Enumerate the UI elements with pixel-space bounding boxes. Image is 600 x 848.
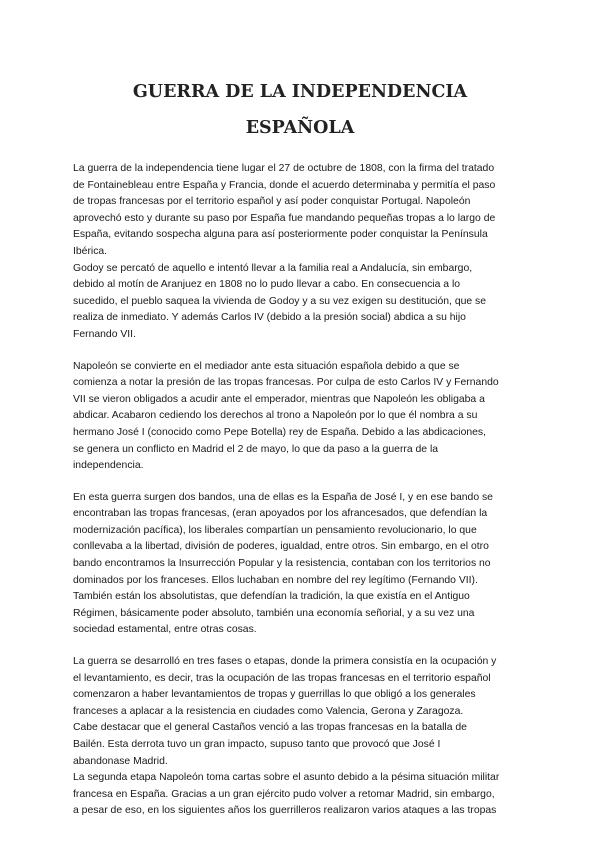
text-line: España, evitando sospecha alguna para así posteriormente poder conquistar la Península [73,229,488,241]
text-line: La guerra se desarrolló en tres fases o etapas, donde la primera consistía en la ocupación y [73,656,497,668]
document-body [73,161,543,820]
text-line: realiza de inmediato. Y además Carlos IV (debido a la presión social) abdica a su hijo [73,312,466,324]
text-line: conllevaba a la libertad, división de poderes, igualdad, entre otros. Sin embargo, en el otro [73,541,489,553]
text-line: a pesar de eso, en los siguientes años los guerrilleros realizaron varios ataques a las tropas [73,805,497,817]
text-line: Cabe destacar que el general Castaños venció a las tropas francesas en la batalla de [73,722,467,734]
text-line: En esta guerra surgen dos bandos, una de ellas es la España de José I, y en ese bando se [73,491,493,503]
text-line: abandonase Madrid. [73,755,168,767]
text-line: sucedido, el pueblo saquea la vivienda de Godoy y a su vez exigen su destitución, que se [73,295,487,307]
text-line: La guerra de la independencia tiene lugar el 27 de octubre de 1808, con la firma del tratado [73,163,495,174]
text-line: bando encontramos la Insurrección Popular y la resistencia, contaban con los territorios no [73,558,491,570]
text-line: el levantamiento, es decir, tras la ocupación de las tropas francesas en el territorio español [73,672,491,684]
text-line: Fernando VII. [73,328,136,340]
title-line: GUERRA DE LA INDEPENDENCIA [132,82,468,102]
paragraph [73,161,543,344]
text-line: hermano José I (conocido como Pepe Botella) rey de España. Debido a las abdicaciones, [73,426,486,438]
text-line: comenzaron a haber levantamientos de tropas y guerrillas lo que obligó a los generales [73,689,476,701]
text-line: de Fontainebleau entre España y Francia, donde el acuerdo determinaba y permitía el paso [73,179,496,191]
text-line: dominados por los franceses. Ellos luchaban en nombre del rey legítimo (Fernando VII). [73,574,478,586]
text-line: Ibérica. [73,245,108,257]
text-line: se genera un conflicto en Madrid el 2 de mayo, lo que da paso a la guerra de la [73,443,439,455]
text-line: Napoleón se convierte en el mediador ante esta situación española debido a que se [73,360,460,372]
text-line: independencia. [73,460,144,472]
text-line: francesa en España. Gracias a un gran ejército pudo volver a retomar Madrid, sin embargo, [73,788,495,800]
paragraph [73,654,543,820]
paragraph [73,490,543,639]
text-line: sociedad estamental, entre otras cosas. [73,624,257,636]
text-line: También están los absolutistas, que defendían la tradición, la que existía en el Antiguo [73,591,470,603]
text-line: Régimen, básicamente poder absoluto, también una economía señorial, y a su vez una [73,607,475,619]
text-line: comienza a notar la presión de las tropas francesas. Por culpa de esto Carlos IV y Fernando [73,377,499,389]
text-line: abdicar. Acabaron cediendo los derechos al trono a Napoleón por lo que él nombra a su [73,410,478,422]
text-line: debido al motín de Aranjuez en 1808 no lo pudo llevar a cabo. En consecuencia a lo [73,279,461,291]
text-line: modernización pacífica), los liberales compartían un pensamiento revolucionario, lo que [73,524,477,536]
text-line: La segunda etapa Napoleón toma cartas sobre el asunto debido a la pésima situación militar [73,772,500,784]
text-line: VII se vieron obligados a acudir ante el emperador, mientras que Napoleón les obligaba a [73,393,485,405]
title-line: ESPAÑOLA [245,118,355,138]
text-line: de tropas francesas por el territorio español y así poder conquistar Portugal. Napoleón [73,196,471,208]
paragraph [73,359,543,475]
text-line: Godoy se percató de aquello e intentó llevar a la familia real a Andalucía, sin embargo, [73,262,473,274]
text-line: aprovechó esto y durante su paso por España fue mandando pequeñas tropas a lo largo de [73,212,496,224]
text-line: encontraban las tropas francesas, (eran apoyados por los afrancesados, que defendían la [73,508,488,520]
text-line: Bailén. Esta derrota tuvo un gran impacto, supuso tanto que provocó que José I [73,739,441,750]
text-line: franceses a aplacar a la resistencia en ciudades como Valencia, Gerona y Zaragoza. [73,705,464,717]
document-title [60,74,540,146]
